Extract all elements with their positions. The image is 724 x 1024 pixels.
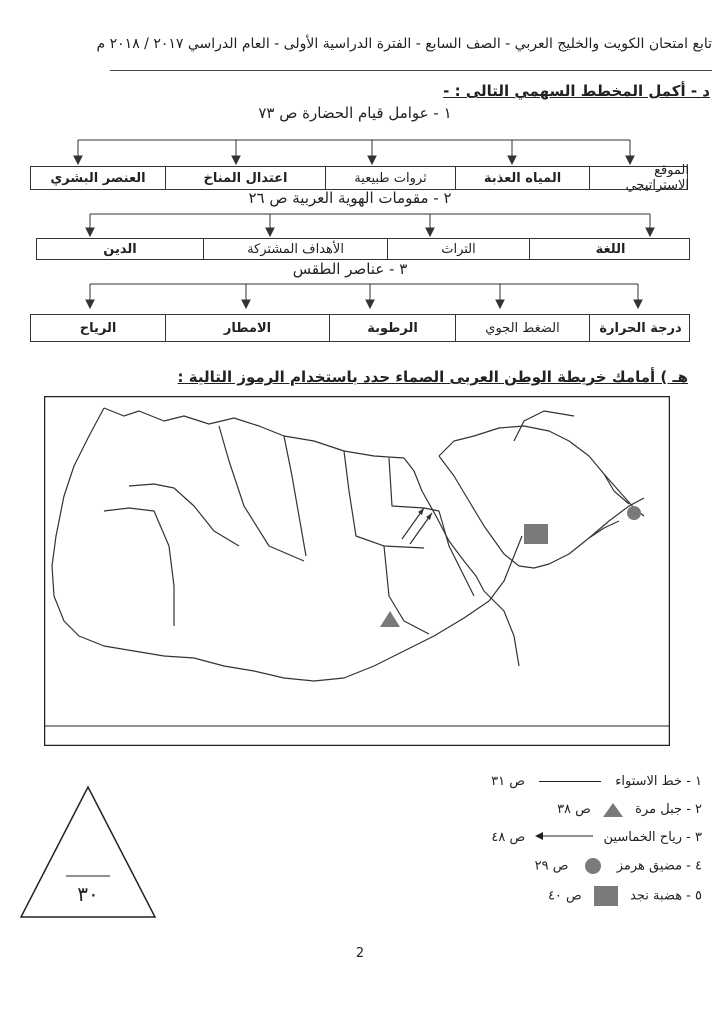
group-1-cell: العنصر البشري [50, 170, 146, 186]
arrow-icon [535, 830, 593, 845]
group-3-boxes [30, 314, 690, 342]
group-2-cell: اللغة [529, 239, 691, 259]
arab-world-blank-map [44, 396, 670, 746]
section-h-heading: هـ ) أمامك خريطة الوطن العربى الصماء حدد باستخدام الرموز التالية : [177, 368, 688, 386]
square-icon [594, 886, 618, 906]
legend-najd: ٥ - هضبة نجد ص ٤٠ [548, 886, 702, 906]
group-2-cell: التراث [387, 239, 529, 259]
page-number: 2 [355, 946, 365, 961]
group-2-boxes [36, 238, 690, 260]
page-header: تابع امتحان الكويت والخليج العربي - الصف السابع - الفترة الدراسية الأولى - العام الدراسي ٢٠١٧ / ٢٠١٨ م [96, 36, 712, 52]
group-3-cell: الامطار [165, 315, 329, 341]
group-2-cell: الأهداف المشتركة [203, 239, 387, 259]
score-value: ٣٠ [77, 882, 99, 906]
section-d-title: د - أكمل المخطط السهمي التالى : - [443, 82, 710, 100]
group-1-cell: اعتدال المناخ [165, 167, 325, 189]
legend-khamsin: ٣ - رياح الخماسين ص ٤٨ [491, 830, 702, 845]
group-3-cell: درجة الحرارة [589, 315, 691, 341]
group-2-cell: الدين [103, 241, 137, 257]
circle-icon [585, 858, 601, 874]
group-1-cell: المياه العذبة [455, 167, 589, 189]
najd-plateau-marker-icon [524, 524, 548, 544]
hormuz-marker-icon [627, 506, 641, 520]
group-1-cell: الموقع الاستراتيجي [589, 167, 689, 189]
legend-equator: ١ - خط الاستواء ص ٣١ [491, 774, 702, 789]
group-3-cell: الرياح [79, 320, 117, 336]
legend-hormuz: ٤ - مضيق هرمز ص ٢٩ [534, 858, 702, 874]
group-3-cell: الرطوبة [329, 315, 455, 341]
group-3-heading: ٣ - عناصر الطقس [292, 260, 408, 278]
line-icon [539, 781, 601, 782]
group-1-heading: ١ - عوامل قيام الحضارة ص ٧٣ [258, 104, 452, 122]
group-1-boxes [30, 163, 689, 193]
group-2-heading: ٢ - مقومات الهوية العربية ص ٢٦ [248, 189, 452, 207]
group-3-cell: الضغط الجوي [455, 315, 589, 341]
legend-jebel-marra: ٢ - جبل مرة ص ٣٨ [557, 802, 702, 817]
triangle-icon [603, 803, 623, 817]
group-1-cell: ثروات طبيعية [325, 167, 455, 189]
